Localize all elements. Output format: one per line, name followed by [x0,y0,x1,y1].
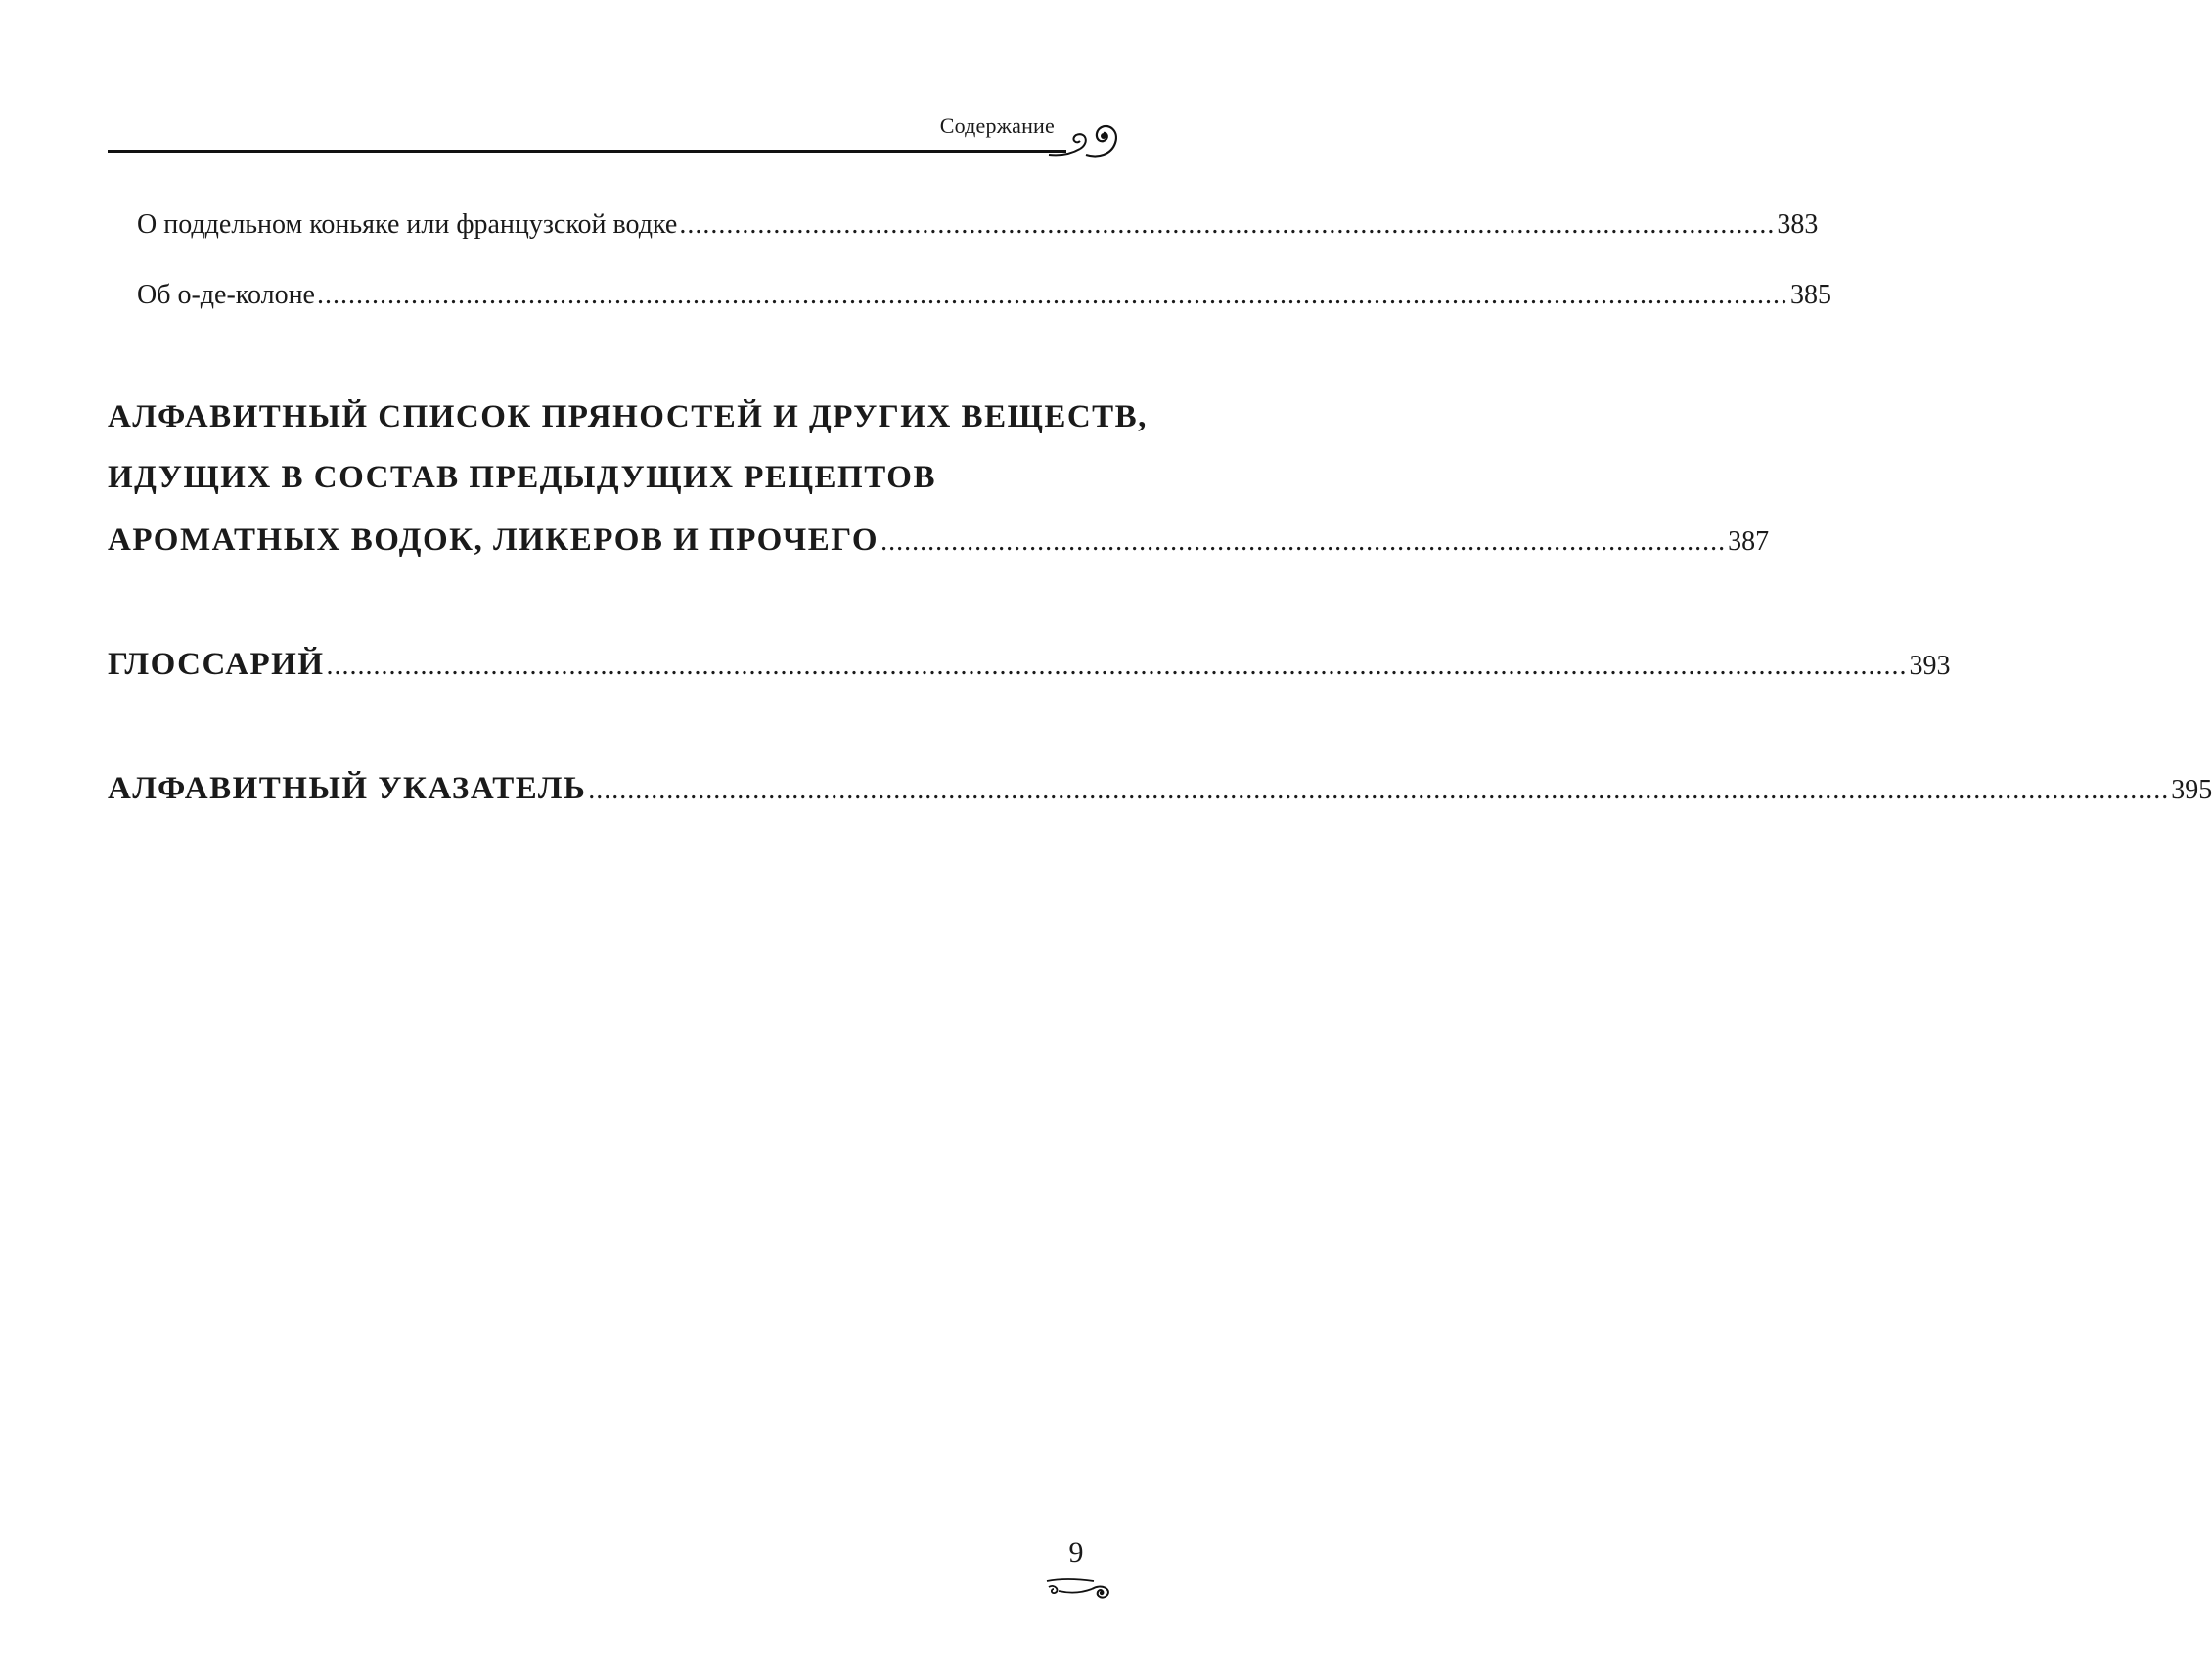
toc-entry-title: ГЛОССАРИЙ [108,647,325,682]
dot-leader: .......................................................................................................................................................................................................... [326,651,1908,681]
dot-leader: ............................................................................................................................................................................................ [317,280,1788,310]
page-footer [1037,1536,1115,1605]
toc-entry-title: О поддельном коньяке или французской водке [137,209,678,240]
dot-leader: ............................................................................................................ [880,526,1727,557]
toc-major-entry-glossary[interactable] [108,647,1951,683]
toc-major-entry-index[interactable] [108,771,2212,807]
running-header [108,98,1125,166]
toc-entry-page: 385 [1790,280,1831,310]
scroll-ornament-icon [1047,115,1125,159]
toc-entry-title: АЛФАВИТНЫЙ УКАЗАТЕЛЬ [108,771,587,806]
toc-entry-cognac[interactable] [108,209,1819,241]
toc-entry-title: АРОМАТНЫХ ВОДОК, ЛИКЕРОВ И ПРОЧЕГО [108,522,880,558]
running-header-title: Содержание [939,113,1055,138]
header-rule [108,150,1066,153]
dot-leader: ............................................................................................................................................ [679,209,1776,240]
toc-major-entry-spices-last-line[interactable] [108,522,1770,559]
dot-leader: .......................................................................................................................................................................................................... [588,775,2170,805]
toc-entry-title: Об о-де-колоне [137,280,315,310]
toc-major-entry-spices-line-2[interactable]: ИДУЩИХ В СОСТАВ ПРЕДЫДУЩИХ РЕЦЕПТОВ [108,460,936,495]
scroll-ornament-icon [1045,1575,1113,1601]
toc-entry-page: 383 [1777,209,1819,240]
toc-entry-page: 395 [2171,775,2212,805]
page-number: 9 [1068,1536,1084,1568]
toc-entry-cologne[interactable] [108,280,1831,311]
toc-major-entry-spices-line-1[interactable]: АЛФАВИТНЫЙ СПИСОК ПРЯНОСТЕЙ И ДРУГИХ ВЕЩЕСТВ, [108,399,1148,434]
toc-entry-page: 387 [1728,526,1770,557]
toc-entry-page: 393 [1909,651,1951,681]
